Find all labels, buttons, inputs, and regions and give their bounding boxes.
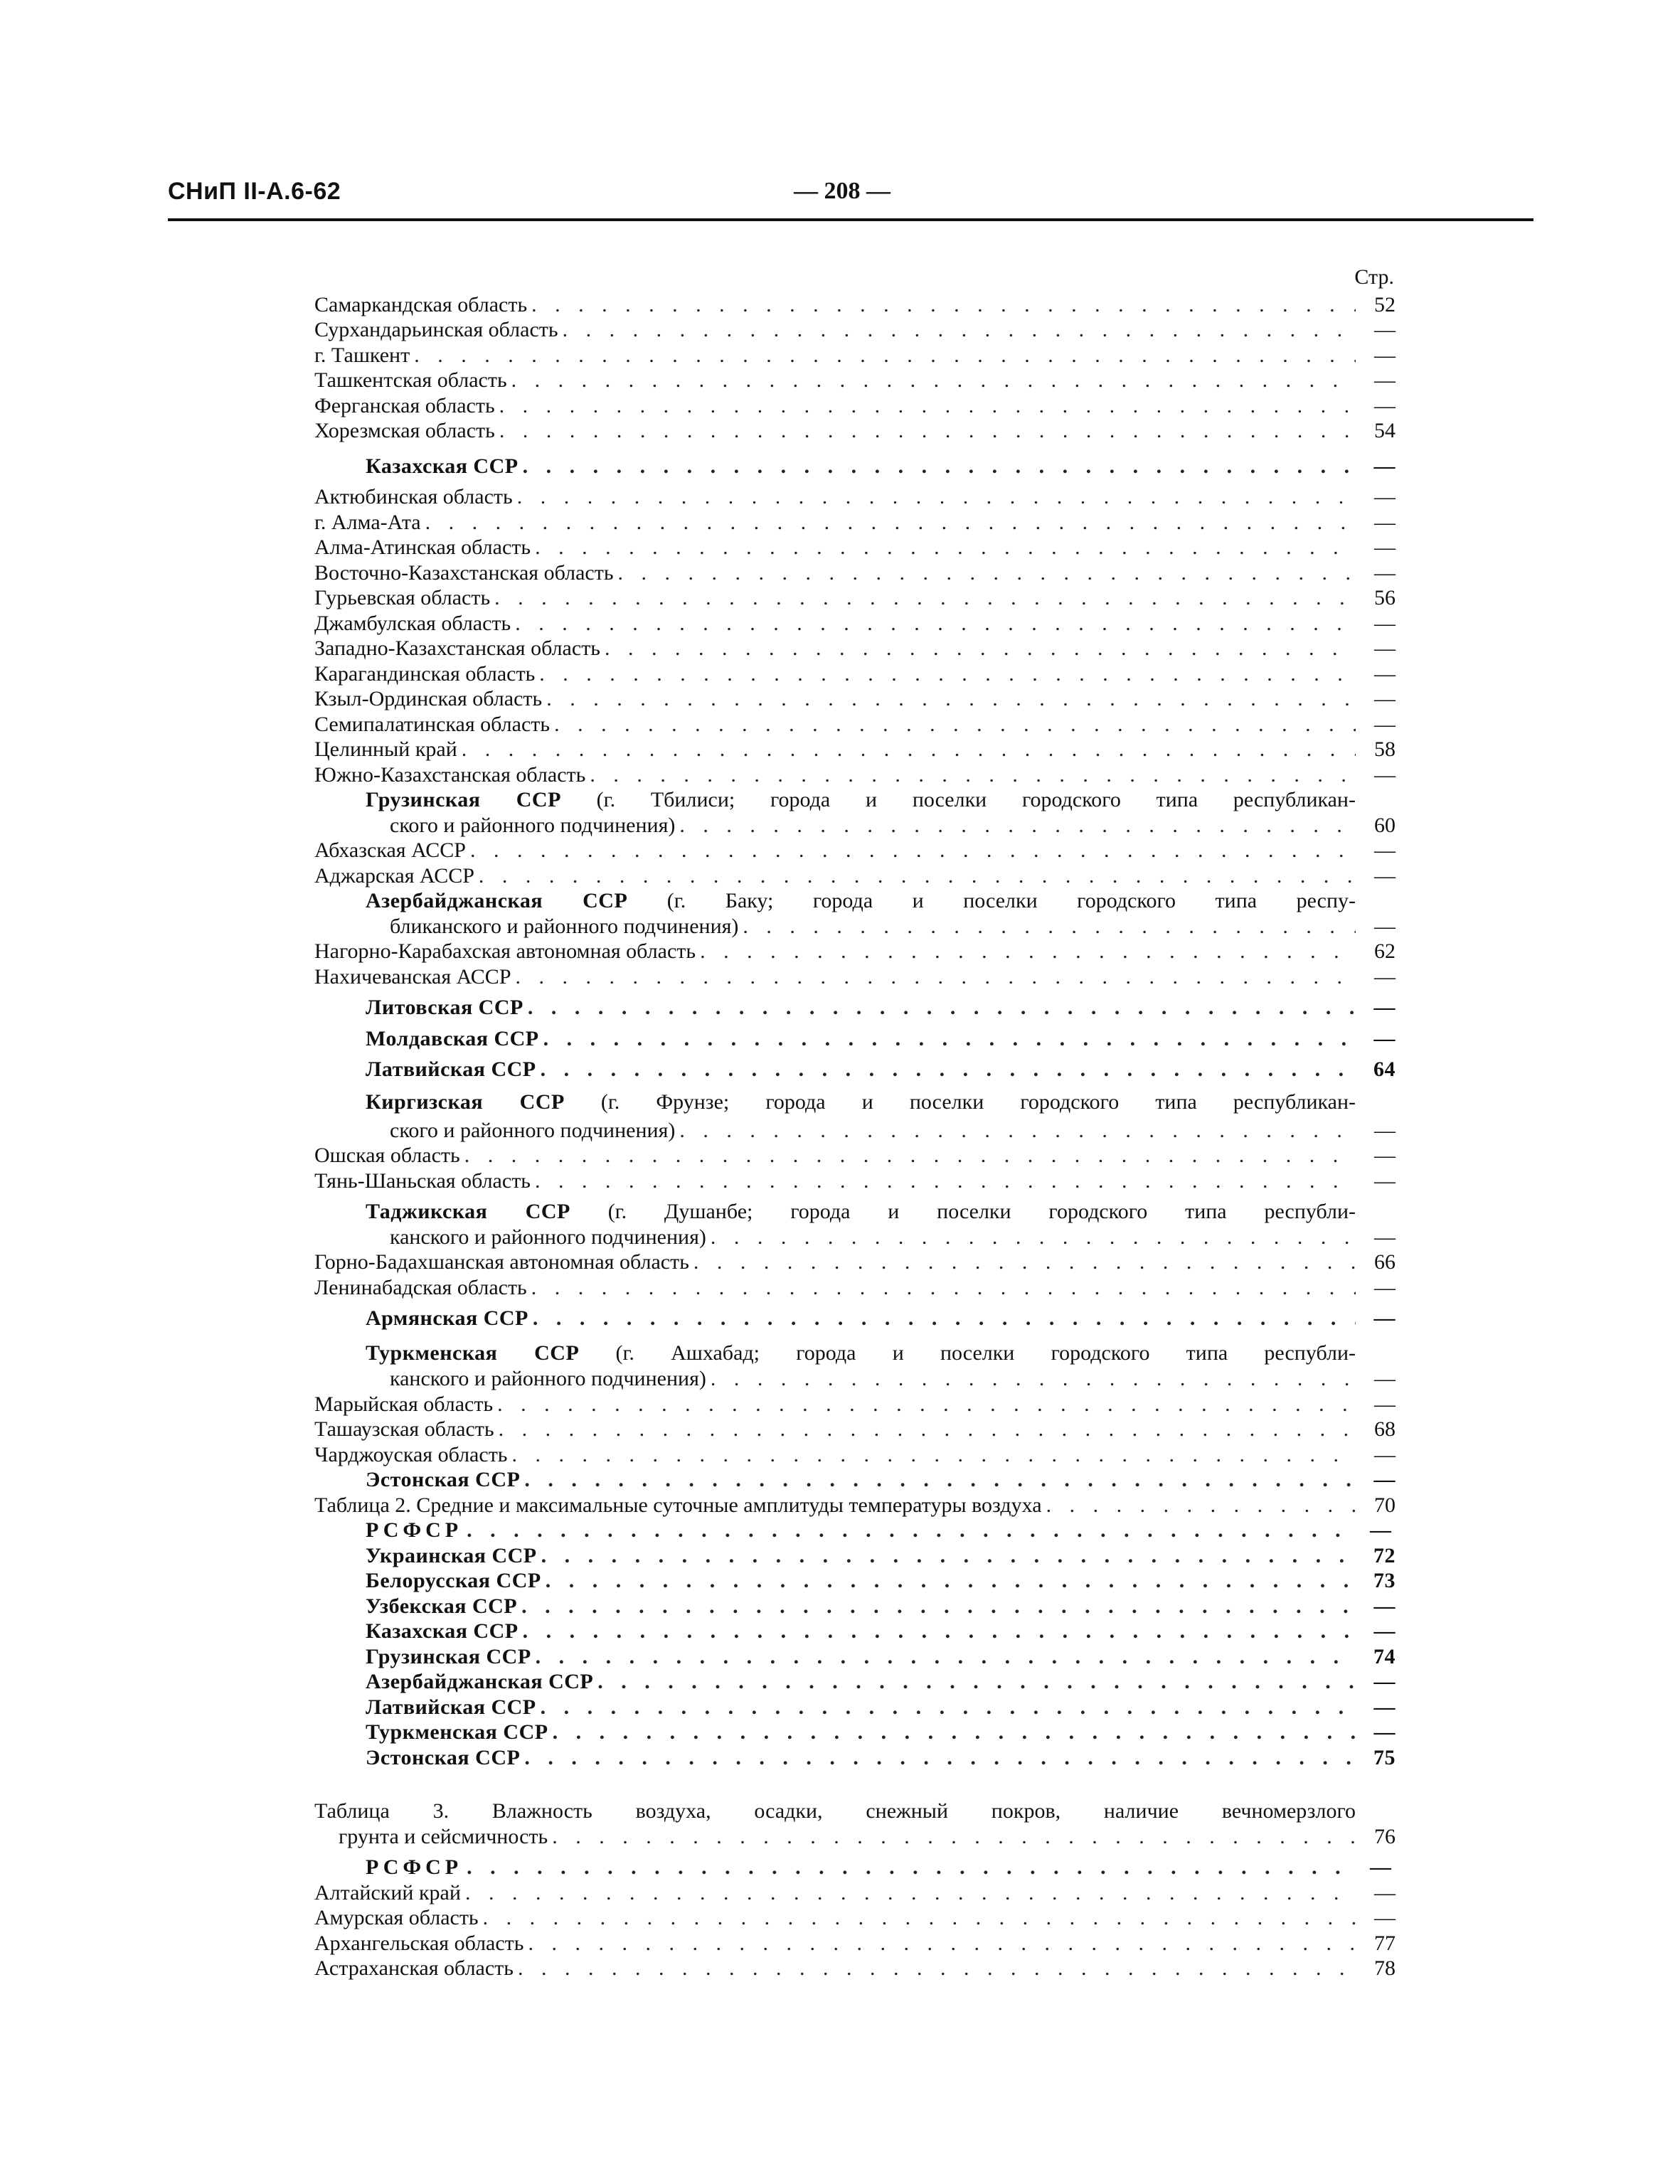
toc-entry: Алтайский край . . . —: [314, 1880, 1395, 1905]
toc-heading-estonia: Эстонская ССР . . . —: [314, 1467, 1395, 1493]
toc-entry: Нагорно-Карабахская автономная область . . . 62: [314, 939, 1395, 964]
toc-heading-latvia: Латвийская ССР . . . 64: [314, 1057, 1395, 1082]
toc-heading-kazakh: Казахская ССР . . . —: [314, 453, 1395, 479]
toc-entry: Чарджоуская область . . . —: [314, 1442, 1395, 1467]
toc-entry: Тянь-Шаньская область . . . —: [314, 1168, 1395, 1193]
toc-heading-turkmen: Туркменская ССР (г. Ашхабад; города и поселки городского типа республи- канского и районного подчинения) . . . —: [314, 1341, 1395, 1391]
toc-entry: Самаркандская область . . . 52: [314, 292, 1395, 317]
toc-entry: Аджарская АССР . . . —: [314, 863, 1395, 888]
toc-heading-moldavia: Молдавская ССР . . . —: [314, 1026, 1395, 1051]
toc-entry: Ташкентская область . . . —: [314, 368, 1395, 393]
toc-entry: Сурхандарьинская область . . . —: [314, 317, 1395, 343]
toc-entry: г. Ташкент . . . —: [314, 342, 1395, 368]
toc-heading-georgia: Грузинская ССР (г. Тбилиси; города и поселки городского типа республикан- ского и районного подчинения) . . . 60: [314, 787, 1395, 838]
toc-entry: Целинный край . . . 58: [314, 737, 1395, 762]
toc-entry: Ташаузская область . . . 68: [314, 1417, 1395, 1442]
toc-heading-azerbaijan: Азербайджанская ССР (г. Баку; города и поселки городского типа респу- бликанского и районного подчинения) . . . —: [314, 888, 1395, 939]
page-header: [168, 178, 1532, 209]
toc-entry: Ленинабадская область . . . —: [314, 1274, 1395, 1300]
toc-entry: Актюбинская область . . . —: [314, 484, 1395, 510]
toc-entry: Алма-Атинская область . . . —: [314, 535, 1395, 560]
toc-heading-tajik: Таджикская ССР (г. Душанбе; города и поселки городского типа республи- канского и районного подчинения) . . . —: [314, 1199, 1395, 1250]
toc-entry: Нахичеванская АССР . . . —: [314, 964, 1395, 989]
toc-table-2: Таблица 2. Средние и максимальные суточные амплитуды температуры воздуха . . . 70: [314, 1492, 1395, 1518]
toc-entry: Восточно-Казахстанская область . . . —: [314, 560, 1395, 585]
toc-entry: Архангельская область . . . 77: [314, 1930, 1395, 1956]
table-of-contents: [314, 263, 1395, 1981]
toc-entry: Ошская область . . . —: [314, 1143, 1395, 1168]
toc-entry: Абхазская АССР . . . —: [314, 838, 1395, 863]
toc-entry: Семипалатинская область . . . —: [314, 711, 1395, 737]
toc-entry: Кзыл-Ординская область . . . —: [314, 686, 1395, 712]
toc-heading-armenia: Армянская ССР . . . —: [314, 1306, 1395, 1331]
toc-entry: Западно-Казахстанская область . . . —: [314, 636, 1395, 661]
toc-entry: Хорезмская область . . . 54: [314, 418, 1395, 444]
toc-entry: Горно-Бадахшанская автономная область . . . 66: [314, 1250, 1395, 1275]
toc-entry: Южно-Казахстанская область . . . —: [314, 762, 1395, 787]
toc-entry: Астраханская область . . . 78: [314, 1956, 1395, 1981]
toc-entry: Грузинская ССР . . . 74: [314, 1644, 1395, 1669]
toc-entry: Узбекская ССР . . . —: [314, 1593, 1395, 1619]
page-column-label: Стр.: [1354, 265, 1394, 289]
document-code: СНиП II-А.6-62: [168, 178, 341, 205]
toc-entry: РСФСР . . . —: [314, 1518, 1395, 1543]
header-rule: [168, 218, 1533, 221]
toc-heading-rsfsr: РСФСР . . . —: [314, 1855, 1395, 1880]
toc-entry: Азербайджанская ССР . . . —: [314, 1669, 1395, 1695]
toc-entry: Туркменская ССР . . . —: [314, 1720, 1395, 1745]
toc-entry: Амурская область . . . —: [314, 1905, 1395, 1931]
toc-entry: Джамбулская область . . . —: [314, 610, 1395, 636]
toc-entry: Карагандинская область . . . —: [314, 661, 1395, 686]
toc-entry: Эстонская ССР . . . 75: [314, 1744, 1395, 1770]
toc-entry: Латвийская ССР . . . —: [314, 1694, 1395, 1720]
toc-entry: Белорусская ССР . . . 73: [314, 1568, 1395, 1594]
toc-heading-lithuania: Литовская ССР . . . —: [314, 995, 1395, 1021]
toc-entry: Ферганская область . . . —: [314, 393, 1395, 418]
toc-heading-kyrgyz: Киргизская ССР (г. Фрунзе; города и поселки городского типа республикан- ского и районного подчинения) . . . —: [314, 1087, 1395, 1143]
toc-entry: Марыйская область . . . —: [314, 1391, 1395, 1417]
toc-entry: Украинская ССР . . . 72: [314, 1543, 1395, 1568]
toc-entry: Казахская ССР . . . —: [314, 1619, 1395, 1644]
page-number: — 208 —: [794, 178, 890, 204]
toc-table-3: Таблица 3. Влажность воздуха, осадки, снежный покров, наличие вечномерзлого грунта и сейсмичность . . . 76: [314, 1799, 1395, 1849]
toc-entry: Гурьевская область . . . 56: [314, 585, 1395, 611]
toc-entry: г. Алма-Ата . . . —: [314, 509, 1395, 535]
